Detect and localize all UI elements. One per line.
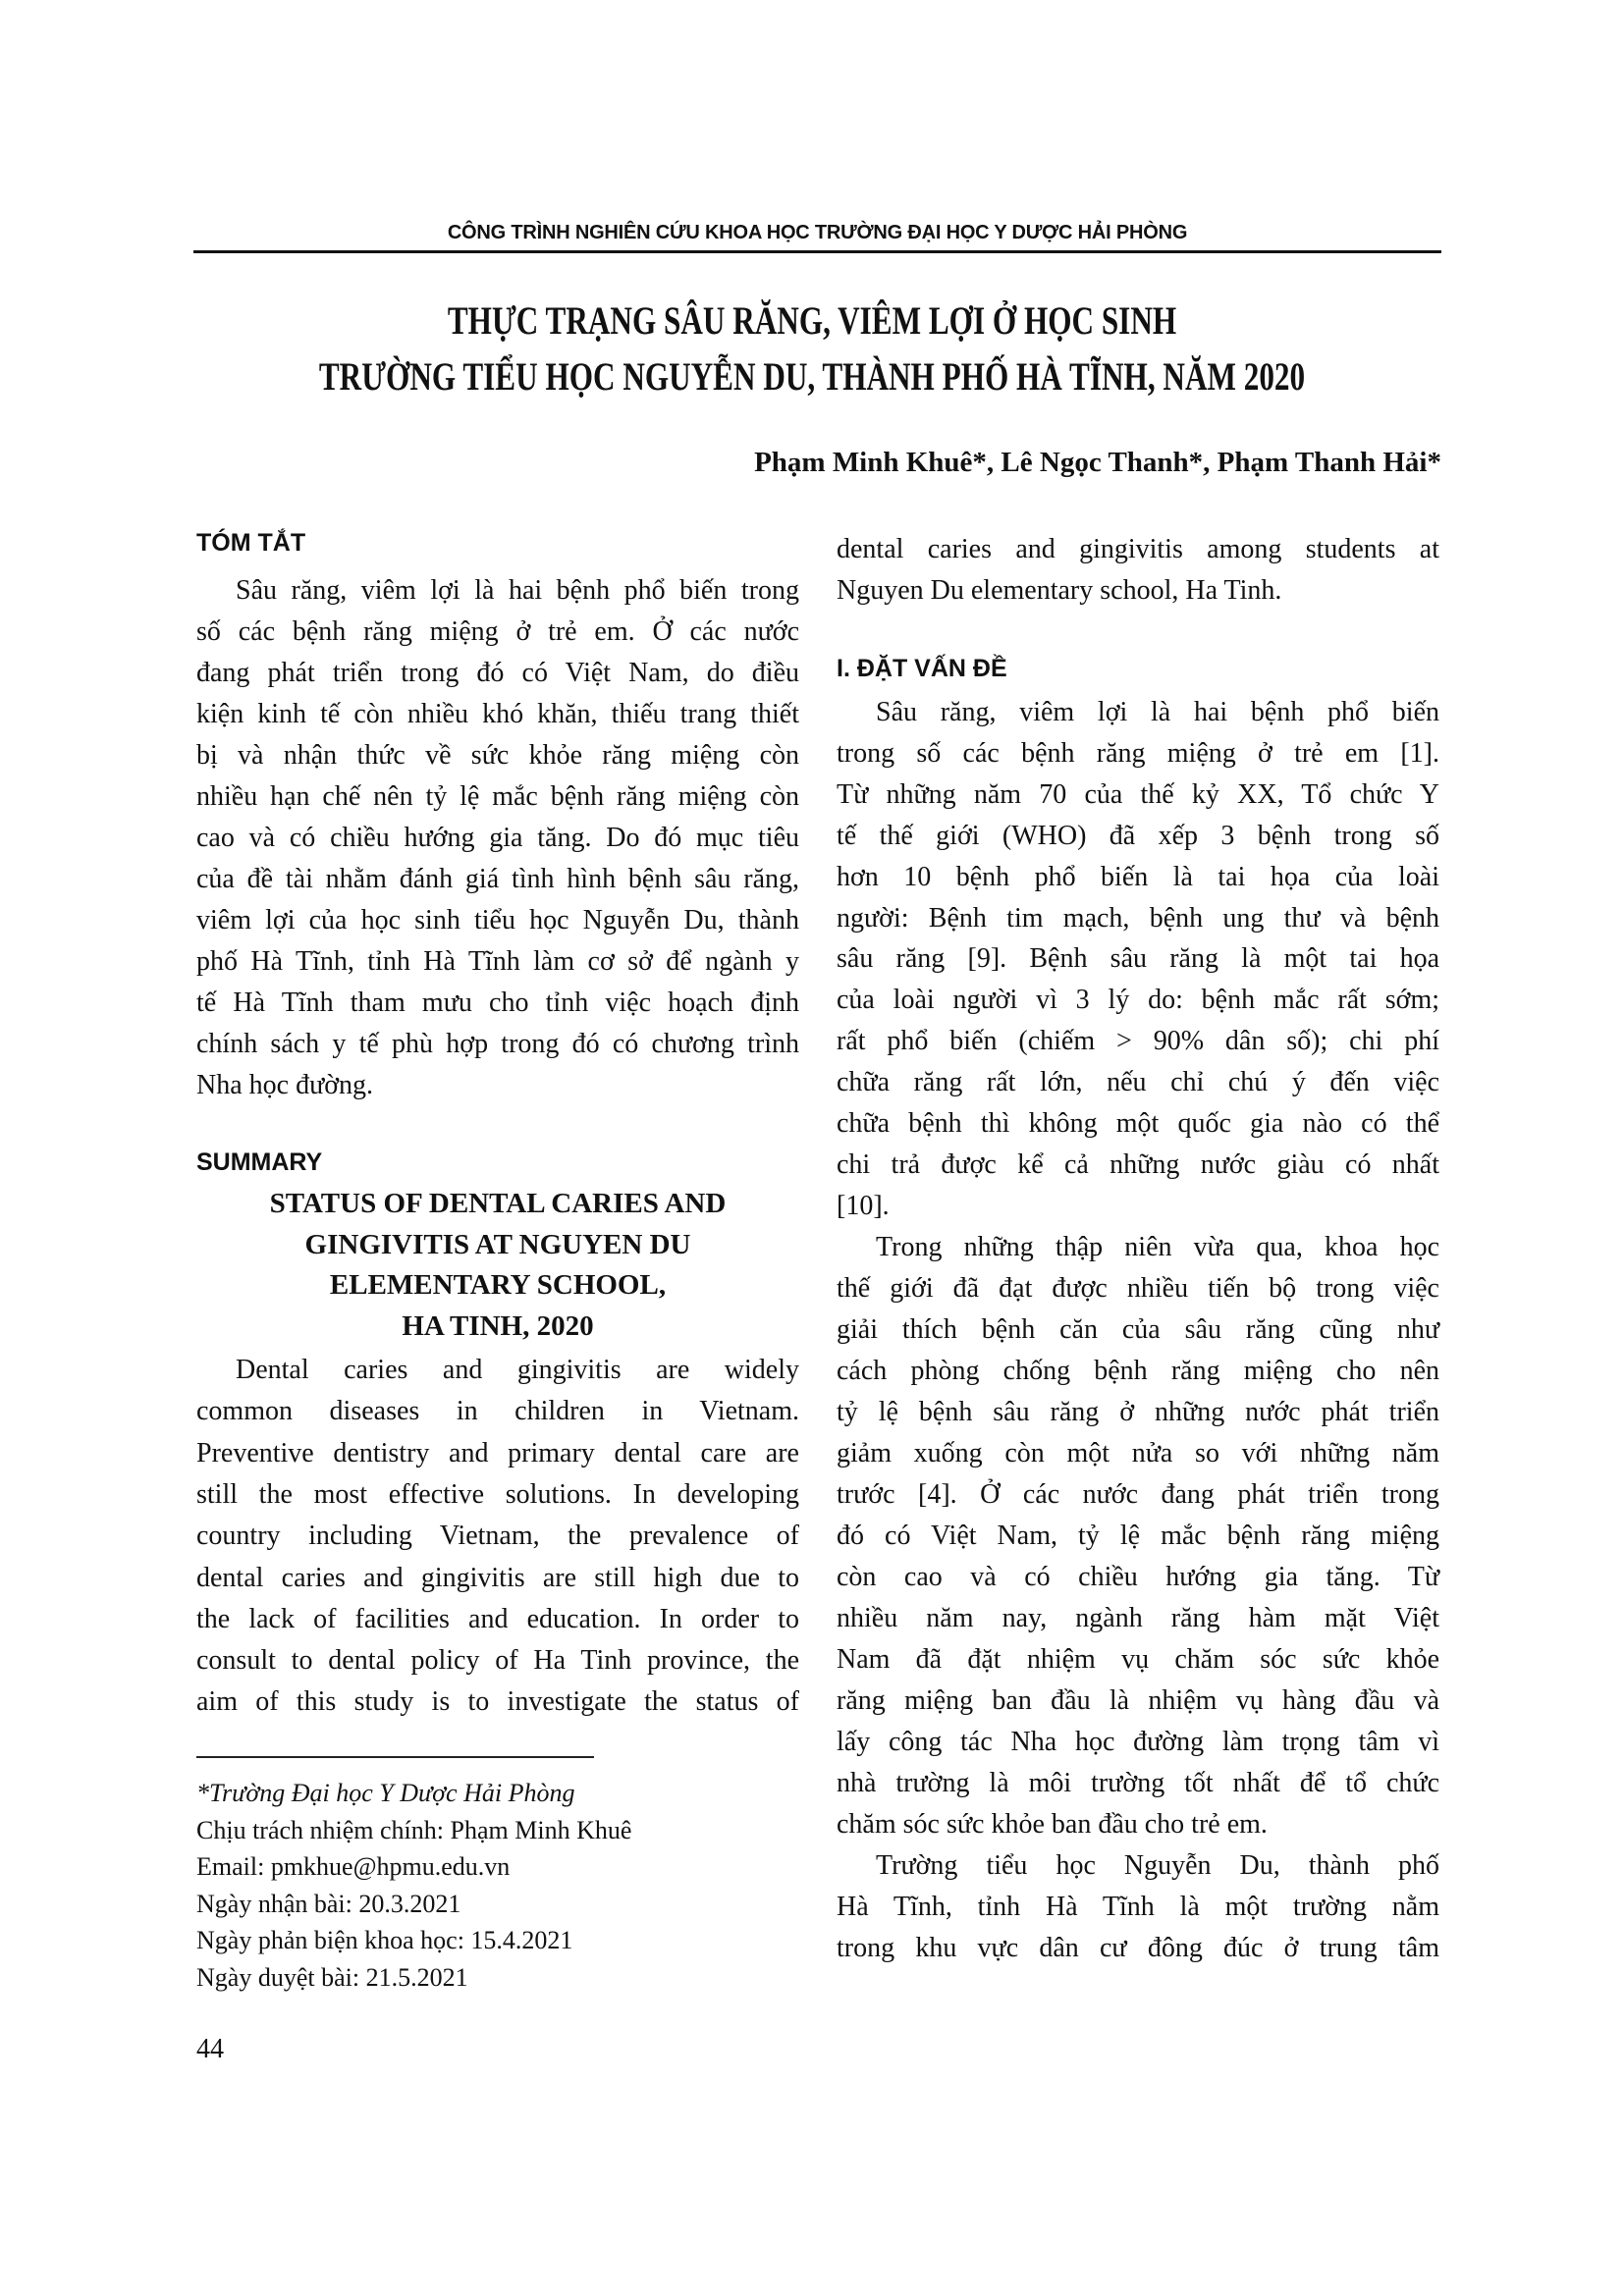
text-line: nhiều hạn chế nên tỷ lệ mắc bệnh răng miệng còn — [196, 781, 799, 812]
page-number: 44 — [196, 2034, 224, 2064]
text-line: Sâu răng, viêm lợi là hai bệnh phổ biến trong — [236, 575, 799, 606]
intro-paragraph-1 — [837, 692, 1439, 1227]
text-line: chăm sóc sức khỏe ban đầu cho trẻ em. — [837, 1809, 1268, 1840]
text-line: chính sách y tế phù hợp trong đó có chương trình — [196, 1029, 799, 1059]
text-line: còn cao và có chiều hướng gia tăng. Từ — [837, 1562, 1439, 1592]
text-line: nhiều năm nay, ngành răng hàm mặt Việt — [837, 1603, 1439, 1633]
article-title — [0, 293, 1624, 404]
text-line: Chịu trách nhiệm chính: Phạm Minh Khuê — [196, 1815, 632, 1844]
text-line: viêm lợi của học sinh tiểu học Nguyễn Du, thành — [196, 905, 799, 935]
text-line: số các bệnh răng miệng ở trẻ em. Ở các nước — [196, 616, 799, 647]
text-line: chi trả được kể cả những nước giàu có nhất — [837, 1148, 1439, 1180]
text-line: kiện kinh tế còn nhiều khó khăn, thiếu trang thiết — [196, 699, 799, 729]
text-line: tế thế giới (WHO) đã xếp 3 bệnh trong số — [837, 820, 1439, 851]
text-line: Ngày phản biện khoa học: 15.4.2021 — [196, 1926, 573, 1955]
text-line: Nha học đường. — [196, 1070, 374, 1100]
text-line: consult to dental policy of Ha Tinh province, the — [196, 1645, 799, 1677]
text-line: Ngày duyệt bài: 21.5.2021 — [196, 1963, 468, 1992]
title-line-2: TRƯỜNG TIỂU HỌC NGUYỄN DU, THÀNH PHỐ HÀ TĨNH, NĂM 2020 — [318, 354, 1306, 399]
title-line-1: THỰC TRẠNG SÂU RĂNG, VIÊM LỢI Ở HỌC SINH — [447, 298, 1177, 343]
text-line: nhà trường là môi trường tốt nhất để tổ chức — [837, 1768, 1439, 1798]
text-line: cao và có chiều hướng gia tăng. Do đó mục tiêu — [196, 823, 799, 853]
text-line: sâu răng [9]. Bệnh sâu răng là một tai họa — [837, 943, 1439, 975]
text-line: STATUS OF DENTAL CARIES AND — [269, 1188, 727, 1219]
text-line: *Trường Đại học Y Dược Hải Phòng — [196, 1779, 575, 1807]
text-line: still the most effective solutions. In developing — [196, 1478, 799, 1510]
text-line: trong số các bệnh răng miệng ở trẻ em [1]. — [837, 737, 1439, 769]
text-line: Trong những thập niên vừa qua, khoa học — [876, 1232, 1439, 1262]
authors: Phạm Minh Khuê*, Lê Ngọc Thanh*, Phạm Thanh Hải* — [754, 447, 1441, 478]
text-line: Trường tiểu học Nguyễn Du, thành phố — [876, 1850, 1439, 1881]
text-line: bị và nhận thức về sức khỏe răng miệng còn — [196, 740, 799, 771]
text-line: chữa răng rất lớn, nếu chỉ chú ý đến việc — [837, 1067, 1439, 1098]
text-line: lấy công tác Nha học đường làm trọng tâm vì — [837, 1727, 1439, 1757]
text-line: Sâu răng, viêm lợi là hai bệnh phổ biến — [876, 697, 1439, 727]
abstract-vi — [196, 570, 799, 1106]
intro-paragraph-2 — [837, 1227, 1439, 1845]
abstract-heading: TÓM TẮT — [196, 529, 306, 557]
footnote-rule — [196, 1756, 594, 1758]
text-line: đang phát triển trong đó có Việt Nam, do điều — [196, 658, 799, 688]
text-line: Từ những năm 70 của thế kỷ XX, Tổ chức Y — [837, 778, 1439, 810]
text-line: đó có Việt Nam, tỷ lệ mắc bệnh răng miệng — [837, 1521, 1439, 1551]
text-line: Nguyen Du elementary school, Ha Tinh. — [837, 575, 1282, 606]
text-line: ELEMENTARY SCHOOL, — [329, 1269, 667, 1302]
text-line: aim of this study is to investigate the status of — [196, 1686, 799, 1718]
header-rule — [193, 250, 1441, 253]
text-line: GINGIVITIS AT NGUYEN DU — [304, 1228, 691, 1260]
text-line: Preventive dentistry and primary dental care are — [196, 1437, 799, 1468]
text-line: giảm xuống còn một nửa so với những năm — [837, 1438, 1439, 1468]
text-line: Ngày nhận bài: 20.3.2021 — [196, 1889, 461, 1918]
english-title — [196, 1184, 799, 1347]
text-line: phố Hà Tĩnh, tỉnh Hà Tĩnh làm cơ sở để ngành y — [196, 946, 799, 977]
text-line: Nam đã đặt nhiệm vụ chăm sóc sức khỏe — [837, 1644, 1439, 1675]
text-line: dental caries and gingivitis among students at — [837, 534, 1439, 564]
abstract-en-continued — [837, 529, 1439, 612]
text-line: Hà Tĩnh, tỉnh Hà Tĩnh là một trường nằm — [837, 1892, 1439, 1922]
text-line: cách phòng chống bệnh răng miệng cho nên — [837, 1356, 1439, 1386]
summary-heading: SUMMARY — [196, 1148, 323, 1176]
text-line: [10]. — [837, 1190, 890, 1221]
text-line: chữa bệnh thì không một quốc gia nào có thể — [837, 1108, 1439, 1139]
text-line: the lack of facilities and education. In order to — [196, 1603, 799, 1634]
text-line: Email: pmkhue@hpmu.edu.vn — [196, 1852, 511, 1882]
intro-paragraph-3 — [837, 1845, 1439, 1969]
text-line: của đề tài nhằm đánh giá tình hình bệnh sâu răng, — [196, 864, 799, 894]
text-line: của loài người vì 3 lý do: bệnh mắc rất sớm; — [837, 985, 1439, 1016]
text-line: rất phổ biến (chiếm > 90% dân số); chi phí — [837, 1026, 1439, 1057]
section-heading-introduction: I. ĐẶT VẤN ĐỀ — [837, 655, 1007, 682]
text-line: thế giới đã đạt được nhiều tiến bộ trong việc — [837, 1273, 1439, 1304]
running-header: CÔNG TRÌNH NGHIÊN CỨU KHOA HỌC TRƯỜNG ĐẠI HỌC Y DƯỢC HẢI PHÒNG — [447, 222, 1188, 243]
abstract-en — [196, 1350, 799, 1724]
text-line: country including Vietnam, the prevalence of — [196, 1521, 799, 1552]
text-line: tỷ lệ bệnh sâu răng ở những nước phát triển — [837, 1397, 1439, 1427]
text-line: giải thích bệnh căn của sâu răng cũng như — [837, 1314, 1439, 1345]
footnotes — [196, 1775, 799, 1997]
text-line: hơn 10 bệnh phổ biến là tai họa của loài — [837, 861, 1439, 892]
text-line: common diseases in children in Vietnam. — [196, 1396, 799, 1427]
text-line: dental caries and gingivitis are still high due to — [196, 1562, 799, 1593]
text-line: trong khu vực dân cư đông đúc ở trung tâm — [837, 1933, 1439, 1963]
text-line: người: Bệnh tim mạch, bệnh ung thư và bệnh — [837, 902, 1439, 934]
text-line: tế Hà Tĩnh tham mưu cho tỉnh việc hoạch định — [196, 988, 799, 1018]
text-line: HA TINH, 2020 — [402, 1309, 594, 1342]
text-line: răng miệng ban đầu là nhiệm vụ hàng đầu và — [837, 1685, 1439, 1716]
text-line: Dental caries and gingivitis are widely — [236, 1355, 799, 1385]
text-line: trước [4]. Ở các nước đang phát triển trong — [837, 1479, 1439, 1510]
